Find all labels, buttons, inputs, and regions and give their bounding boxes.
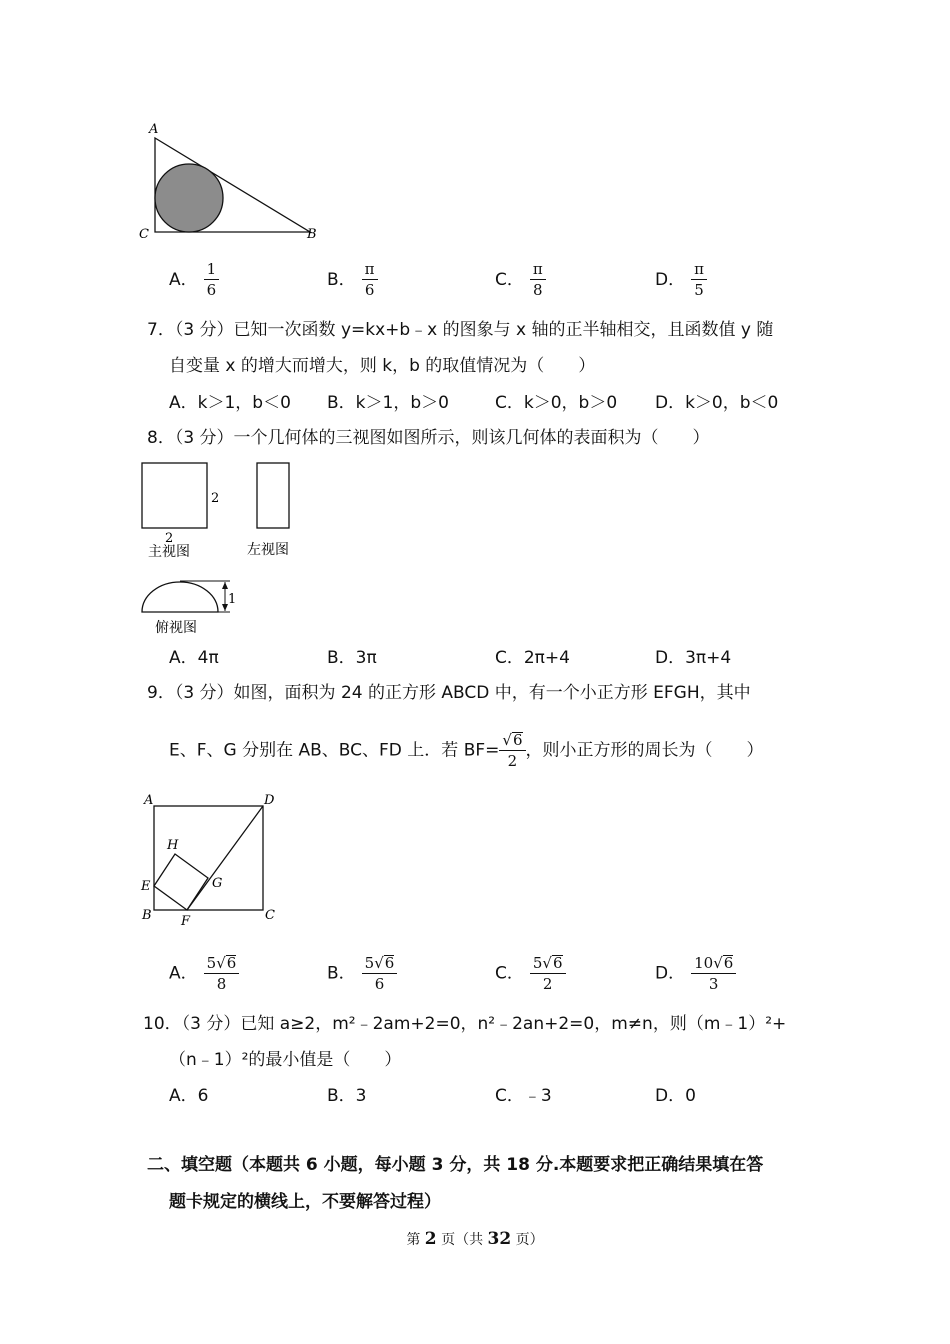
q7-option-d: D．k＞0，b＜0 [655, 393, 779, 413]
q10-option-c: C．﹣3 [495, 1086, 552, 1106]
q9-label-C: C [265, 908, 275, 923]
q9-stem-line2: E、F、G 分别在 AB、BC、FD 上．若 BF= $\frac{√6}{2}$ ，则小正方形的周长为（ ） [169, 731, 764, 770]
q7-option-a: A．k＞1，b＜0 [169, 393, 291, 413]
q8-option-d: D．3π+4 [655, 648, 732, 668]
q7-stem-line1: 7．（3 分）已知一次函数 y=kx+b﹣x 的图象与 x 轴的正半轴相交，且函数值 y 随 [147, 320, 774, 340]
q9-square-figure [135, 788, 285, 933]
q8-dim-radius: 1 [228, 592, 237, 607]
q9-label-A: A [144, 793, 154, 808]
q8-option-b: B．3π [327, 648, 377, 668]
fig6-label-A: A [149, 122, 159, 137]
q9-option-a: A． $\frac{5√6}{8}$ [169, 955, 239, 992]
q9-option-b: B． $\frac{5√6}{6}$ [327, 955, 397, 992]
section2-heading-line2: 题卡规定的横线上，不要解答过程） [169, 1192, 441, 1212]
q9-stem-line1: 9．（3 分）如图，面积为 24 的正方形 ABCD 中，有一个小正方形 EFGH，其中 [147, 683, 751, 703]
fig6-label-C: C [139, 227, 149, 242]
q8-stem-line1: 8．（3 分）一个几何体的三视图如图所示，则该几何体的表面积为（ ） [147, 428, 710, 448]
q6-option-d: D． $\frac{\pi}{5}$ [655, 262, 707, 298]
footer-total-pages: 32 [487, 1229, 512, 1249]
q8-dim-height: 2 [211, 491, 220, 506]
q10-option-b: B．3 [327, 1086, 367, 1106]
q8-front-label: 主视图 [148, 544, 190, 560]
q9-option-c: C． $\frac{5√6}{2}$ [495, 955, 566, 992]
q7-option-b: B．k＞1，b＞0 [327, 393, 449, 413]
page-footer: 第 2 页（共 32 页） [406, 1229, 544, 1249]
q7-stem-line2: 自变量 x 的增大而增大，则 k，b 的取值情况为（ ） [169, 356, 596, 376]
q7-option-c: C．k＞0，b＞0 [495, 393, 618, 413]
q9-label-D: D [264, 793, 275, 808]
q9-label-H: H [167, 838, 179, 853]
q9-label-B: B [142, 908, 152, 923]
q9-label-F: F [181, 914, 191, 929]
q6-option-c: C． $\frac{\pi}{8}$ [495, 262, 546, 298]
fig6-label-B: B [307, 227, 317, 242]
q8-option-a: A．4π [169, 648, 219, 668]
q6-triangle-figure [135, 118, 325, 246]
q10-option-d: D．0 [655, 1086, 696, 1106]
q9-label-E: E [141, 879, 151, 894]
section2-heading-line1: 二、填空题（本题共 6 小题，每小题 3 分，共 18 分.本题要求把正确结果填在答 [147, 1155, 764, 1175]
q8-dim-width: 2 [165, 531, 174, 546]
q6-option-a: A． $\frac{1}{6}$ [169, 262, 219, 298]
q8-option-c: C．2π+4 [495, 648, 570, 668]
q10-stem-line2: （n﹣1）²的最小值是（ ） [169, 1050, 402, 1070]
q10-stem-line1: 10．（3 分）已知 a≥2，m²﹣2am+2=0，n²﹣2an+2=0，m≠n，则（m﹣1）²+ [143, 1014, 787, 1034]
q8-three-view-figure [135, 458, 310, 638]
q8-top-label: 俯视图 [155, 620, 197, 636]
q8-left-label: 左视图 [247, 542, 289, 558]
q10-option-a: A．6 [169, 1086, 209, 1106]
footer-page-number: 2 [424, 1229, 437, 1249]
q9-option-d: D． $\frac{10√6}{3}$ [655, 955, 736, 992]
q6-option-b: B． $\frac{\pi}{6}$ [327, 262, 378, 298]
q9-label-G: G [212, 876, 223, 891]
